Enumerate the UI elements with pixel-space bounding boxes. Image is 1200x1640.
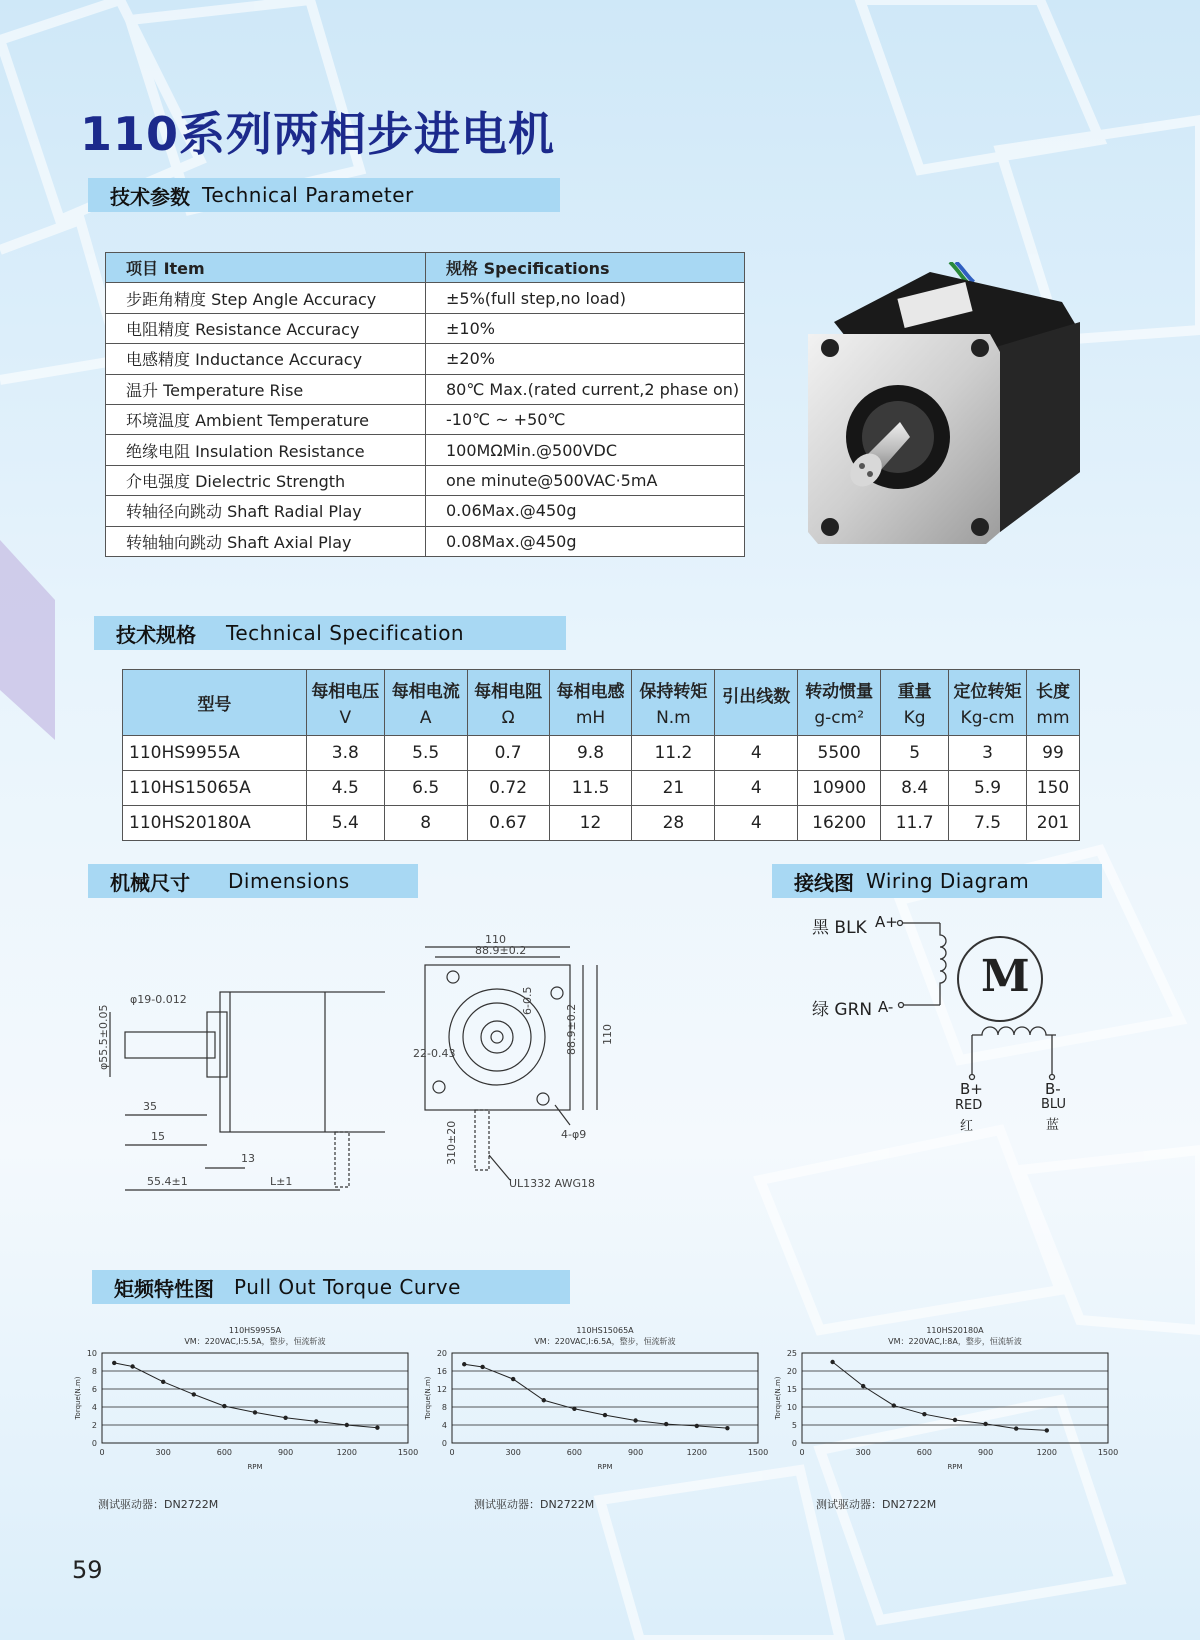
dim-h110: 110 [601,1024,614,1045]
table-cell: 8.4 [881,771,949,806]
data-point [603,1413,607,1417]
table-cell: 3.8 [306,736,384,771]
table-cell: 绝缘电阻 Insulation Resistance [106,435,426,465]
y-tick-label: 25 [786,1349,797,1358]
y-tick-label: 4 [91,1403,97,1412]
table-header-cell [467,670,549,736]
x-tick-label: 300 [855,1448,871,1457]
plot-frame [802,1353,1108,1443]
y-tick-label: 20 [786,1367,797,1376]
y-tick-label: 20 [436,1349,447,1358]
data-point [222,1404,226,1408]
driver-note: 测试驱动器：DN2722M [816,1498,937,1511]
table-cell: ±10% [426,313,745,343]
dim-shaft: 22-0.43 [413,1047,456,1060]
plot-frame [452,1353,758,1443]
dim-shaft-dia: φ19-0.012 [130,993,187,1006]
table-cell: 110HS9955A [123,736,307,771]
dim-w889: 88.9±0.2 [475,944,527,957]
wire-b-minus: B- [1045,1080,1061,1098]
y-tick-label: 8 [441,1403,447,1412]
header-unit: Kg-cm [960,708,1015,728]
chart-subtitle: VM：220VAC,I:6.5A，整步，恒流斩波 [534,1337,676,1346]
y-tick-label: 5 [791,1421,797,1430]
table-cell: 5500 [798,736,881,771]
header-unit: V [339,708,352,728]
table-header-row [106,253,745,283]
torque-line [114,1363,377,1428]
table-cell: 99 [1026,736,1079,771]
table-cell: 4.5 [306,771,384,806]
torque-line [464,1364,727,1428]
table-row [106,435,745,465]
technical-parameter-table [105,252,745,557]
header-unit: mH [575,708,606,728]
table-cell: one minute@500VAC·5mA [426,465,745,495]
section-zh: 技术规格 [116,622,196,647]
table-cell: 6.5 [384,771,467,806]
table-cell: 0.72 [467,771,549,806]
table-cell: 0.7 [467,736,549,771]
table-cell: 110HS15065A [123,771,307,806]
table-header-cell [1026,670,1079,736]
data-point [725,1426,729,1430]
plot-frame [102,1353,408,1443]
table-row [106,313,745,343]
data-point [283,1416,287,1420]
data-point [161,1380,165,1384]
y-tick-label: 2 [91,1421,97,1430]
table-header-cell [632,670,715,736]
x-tick-label: 600 [566,1448,583,1457]
header-zh: 每相电流 [391,682,460,702]
y-tick-label: 8 [91,1367,97,1376]
chart-subtitle: VM：220VAC,I:8A，整步，恒流斩波 [888,1337,1022,1346]
table-header-cell [123,670,307,736]
driver-note: 测试驱动器：DN2722M [474,1498,595,1511]
header-zh: 定位转矩 [953,682,1022,702]
wire-a-plus-color: 黑 BLK [812,918,867,938]
data-point [1045,1428,1049,1432]
header-unit: N.m [656,708,691,728]
wire-b-plus-color-zh: 红 [960,1119,974,1134]
y-tick-label: 15 [786,1385,797,1394]
table-cell: 4 [715,736,798,771]
table-row [106,374,745,404]
x-tick-label: 1200 [336,1448,357,1457]
table-cell: 201 [1026,806,1079,841]
wire-a-plus: A+ [875,913,898,931]
table-cell: 0.08Max.@450g [426,526,745,556]
y-tick-label: 16 [436,1367,447,1376]
table-cell: 8 [384,806,467,841]
table-cell: -10℃ ~ +50℃ [426,404,745,434]
torque-chart-110HS20180A [770,1325,1130,1475]
dim-key: 6-0.5 [521,986,534,1015]
table-cell: 电感精度 Inductance Accuracy [106,344,426,374]
data-point [130,1364,134,1368]
header-zh: 转动惯量 [805,682,874,702]
stepper-motor-image [800,262,1100,572]
table-row [123,736,1080,771]
table-cell: 5.9 [949,771,1027,806]
data-point [830,1360,834,1364]
section-header-tech-spec [94,616,566,650]
torque-line [833,1362,1047,1430]
chart-title: 110HS20180A [926,1326,984,1335]
table-cell: 21 [632,771,715,806]
table-row [106,344,745,374]
table-header-row [123,670,1080,736]
table-cell: 100MΩMin.@500VDC [426,435,745,465]
table-cell: ±20% [426,344,745,374]
data-point [345,1423,349,1427]
header-unit: mm [1036,708,1070,728]
table-cell: 11.7 [881,806,949,841]
table-cell: 7.5 [949,806,1027,841]
data-point [253,1410,257,1414]
x-tick-label: 900 [277,1448,294,1457]
x-tick-label: 1200 [1036,1448,1057,1457]
section-en: Dimensions [228,869,350,893]
table-cell: ±5%(full step,no load) [426,283,745,313]
table-header-cell: 项目 Item [106,253,426,283]
torque-chart-110HS9955A [70,1325,430,1475]
section-zh: 接线图 [794,870,854,895]
y-tick-label: 0 [91,1439,97,1448]
dim-lead: 310±20 [445,1120,458,1165]
table-header-cell [798,670,881,736]
table-row [106,496,745,526]
x-tick-label: 900 [627,1448,644,1457]
y-tick-label: 6 [91,1385,97,1394]
table-cell: 11.5 [549,771,632,806]
table-cell: 电阻精度 Resistance Accuracy [106,313,426,343]
header-zh: 每相电压 [311,682,380,702]
section-en: Technical Specification [226,621,465,645]
y-tick-label: 0 [441,1439,447,1448]
x-tick-label: 300 [155,1448,171,1457]
table-cell: 转轴径向跳动 Shaft Radial Play [106,496,426,526]
data-point [112,1361,116,1365]
x-tick-label: 1200 [686,1448,707,1457]
table-row [106,283,745,313]
x-tick-label: 600 [216,1448,233,1457]
data-point [375,1426,379,1430]
data-point [542,1398,546,1402]
dim-L: L±1 [270,1175,293,1188]
x-axis-label: RPM [947,1463,963,1471]
header-zh: 每相电阻 [474,682,543,702]
table-cell: 80℃ Max.(rated current,2 phase on) [426,374,745,404]
data-point [953,1418,957,1422]
header-zh: 每相电感 [556,682,625,702]
data-point [462,1362,466,1366]
x-tick-label: 600 [916,1448,933,1457]
header-unit: Ω [501,708,515,728]
section-zh: 技术参数 [110,184,190,209]
table-cell: 0.06Max.@450g [426,496,745,526]
y-tick-label: 0 [791,1439,797,1448]
page-title: 110系列两相步进电机 [80,107,556,161]
header-zh: 引出线数 [722,687,791,707]
header-zh: 长度 [1035,682,1070,702]
dim-13: 13 [241,1152,255,1165]
table-row [106,526,745,556]
technical-specification-table [122,669,1080,841]
motor-symbol: M [981,951,1030,1002]
table-cell: 温升 Temperature Rise [106,374,426,404]
table-cell: 4 [715,771,798,806]
data-point [192,1392,196,1396]
table-header-cell [881,670,949,736]
x-tick-label: 1500 [1097,1448,1119,1457]
table-cell: 9.8 [549,736,632,771]
y-tick-label: 10 [786,1403,797,1412]
section-en: Pull Out Torque Curve [234,1275,461,1299]
data-point [1014,1426,1018,1430]
y-axis-label: Torque(N.m) [424,1376,432,1420]
table-cell: 介电强度 Dielectric Strength [106,465,426,495]
wire-b-minus-color-zh: 蓝 [1046,1118,1060,1133]
table-header-cell [306,670,384,736]
table-cell: 5.5 [384,736,467,771]
data-point [695,1424,699,1428]
y-axis-label: Torque(N.m) [774,1376,782,1420]
data-point [892,1403,896,1407]
table-cell: 10900 [798,771,881,806]
wire-b-minus-color-en: BLU [1041,1097,1067,1112]
dim-w110: 110 [485,933,506,946]
chart-title: 110HS15065A [576,1326,634,1335]
dim-15: 15 [151,1130,165,1143]
table-row [106,465,745,495]
table-row [123,771,1080,806]
y-tick-label: 10 [86,1349,97,1358]
page-number: 59 [72,1556,103,1584]
x-tick-label: 0 [799,1448,805,1457]
x-tick-label: 1500 [747,1448,769,1457]
x-tick-label: 1500 [397,1448,419,1457]
table-header-cell: 规格 Specifications [426,253,745,283]
x-tick-label: 0 [449,1448,455,1457]
torque-chart-110HS15065A [420,1325,780,1475]
table-cell: 5.4 [306,806,384,841]
data-point [922,1412,926,1416]
header-unit: A [419,708,432,728]
table-cell: 12 [549,806,632,841]
data-point [480,1365,484,1369]
data-point [664,1422,668,1426]
table-cell: 150 [1026,771,1079,806]
dim-h889: 88.9±0.2 [565,1003,578,1055]
wire-b-plus-color-en: RED [955,1098,983,1113]
table-cell: 3 [949,736,1027,771]
header-unit: Kg [903,708,926,728]
x-axis-label: RPM [247,1463,263,1471]
table-cell: 环境温度 Ambient Temperature [106,404,426,434]
table-cell: 转轴轴向跳动 Shaft Axial Play [106,526,426,556]
dim-35: 35 [143,1100,157,1113]
y-tick-label: 4 [441,1421,447,1430]
dim-flange-dia: φ55.5±0.05 [97,1004,110,1070]
table-row [123,806,1080,841]
header-unit: g-cm² [814,708,865,728]
wire-a-minus-color: 绿 GRN [812,1000,873,1020]
data-point [983,1422,987,1426]
table-cell: 28 [632,806,715,841]
table-cell: 16200 [798,806,881,841]
header-zh: 重量 [897,682,932,702]
table-cell: 5 [881,736,949,771]
side-view-drawing [95,950,385,1200]
data-point [861,1384,865,1388]
dim-holes: 4-φ9 [561,1128,587,1141]
table-row [106,404,745,434]
table-header-cell [949,670,1027,736]
wire-b-plus: B+ [960,1080,983,1098]
y-tick-label: 12 [436,1385,447,1394]
table-header-cell [549,670,632,736]
table-header-cell [715,670,798,736]
wire-a-minus: A- [878,998,894,1016]
section-header-tech-param [88,178,560,212]
section-header-torque [92,1270,570,1304]
table-cell: 11.2 [632,736,715,771]
header-zh: 型号 [197,695,232,715]
chart-subtitle: VM：220VAC,I:5.5A，整步，恒流斩波 [184,1337,326,1346]
y-axis-label: Torque(N.m) [74,1376,82,1420]
header-zh: 保持转矩 [639,682,708,702]
data-point [314,1419,318,1423]
front-view-drawing [405,925,625,1195]
chart-title: 110HS9955A [228,1326,282,1335]
driver-note: 测试驱动器：DN2722M [98,1498,219,1511]
x-axis-label: RPM [597,1463,613,1471]
wiring-diagram [800,905,1080,1145]
data-point [511,1377,515,1381]
section-en: Wiring Diagram [866,869,1030,893]
table-cell: 4 [715,806,798,841]
section-zh: 矩频特性图 [114,1276,214,1301]
x-tick-label: 300 [505,1448,521,1457]
table-cell: 0.67 [467,806,549,841]
section-zh: 机械尺寸 [110,870,190,895]
dim-cable: UL1332 AWG18 [509,1177,595,1190]
section-header-wiring [772,864,1102,898]
dim-55: 55.4±1 [147,1175,188,1188]
x-tick-label: 0 [99,1448,105,1457]
section-header-dimensions [88,864,418,898]
table-cell: 110HS20180A [123,806,307,841]
data-point [633,1418,637,1422]
x-tick-label: 900 [977,1448,994,1457]
data-point [572,1407,576,1411]
section-en: Technical Parameter [202,183,414,207]
table-cell: 步距角精度 Step Angle Accuracy [106,283,426,313]
table-header-cell [384,670,467,736]
